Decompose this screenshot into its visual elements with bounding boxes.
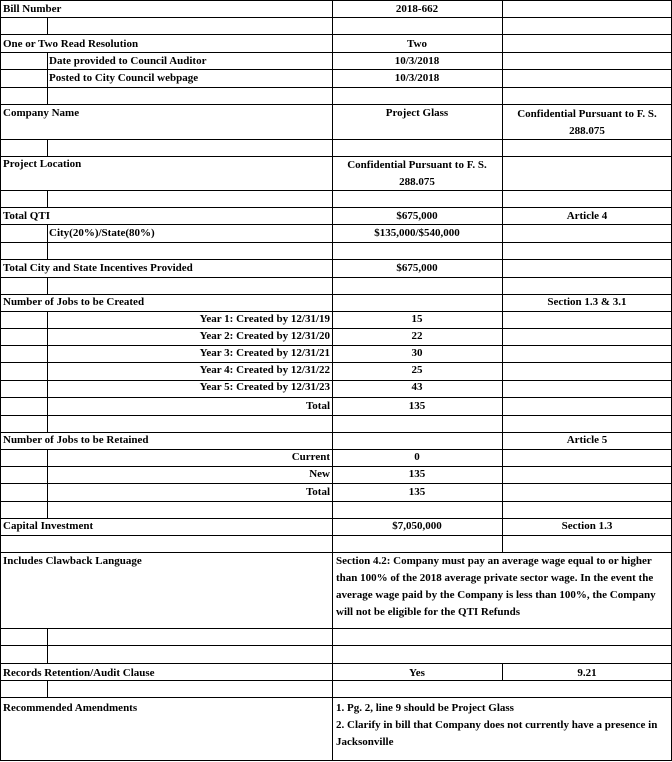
total-qti-value: $675,000 [396, 210, 438, 222]
amendment-item: 2. Clarify in bill that Company does not currently have a presence in Jacksonville [336, 719, 658, 748]
jobs-retained-label: Number of Jobs to be Retained [3, 434, 149, 446]
clawback-text: Section 4.2: Company must pay an average wage equal to or higher than 100% of the 2018 average private sector wage. In the event the average wage paid by the Company is less than 100%, the Company will not be eligible for the QTI Refunds [336, 555, 656, 618]
total-qti-label: Total QTI [3, 210, 50, 222]
bill-number-label: Bill Number [3, 3, 62, 15]
grid-line [0, 87, 672, 88]
webpage-date-label: Posted to City Council webpage [49, 72, 199, 84]
jobs-created-label: Number of Jobs to be Created [3, 296, 145, 308]
jobs-retained-current-value: 0 [414, 451, 420, 463]
company-confidential-note: Confidential Pursuant to F. S. 288.075 [517, 108, 657, 137]
clawback-label: Includes Clawback Language [3, 555, 142, 567]
city-state-split-label: City(20%)/State(80%) [49, 227, 155, 239]
grid-line [0, 415, 672, 416]
capital-investment-reference: Section 1.3 [561, 520, 613, 532]
total-incentives-value: $675,000 [396, 262, 438, 274]
grid-line [332, 552, 333, 761]
jobs-created-row-label: Year 2: Created by 12/31/20 [199, 330, 330, 342]
total-incentives-label: Total City and State Incentives Provided [3, 262, 193, 274]
project-location-value: Confidential Pursuant to F. S. 288.075 [347, 159, 487, 188]
jobs-created-row-label: Year 4: Created by 12/31/22 [199, 364, 330, 376]
grid-line [0, 760, 672, 761]
jobs-created-row-value: 30 [411, 347, 423, 359]
jobs-created-row-label: Year 1: Created by 12/31/19 [199, 313, 330, 325]
jobs-created-total-value: 135 [408, 400, 426, 412]
grid-line [0, 277, 672, 278]
read-resolution-label: One or Two Read Resolution [3, 38, 139, 50]
jobs-retained-total-value: 135 [408, 486, 426, 498]
grid-line [0, 501, 672, 502]
project-location-label: Project Location [3, 158, 82, 170]
jobs-retained-new-value: 135 [408, 468, 426, 480]
jobs-retained-reference: Article 5 [566, 434, 608, 446]
jobs-retained-total-label: Total [305, 486, 330, 498]
jobs-created-total-label: Total [305, 400, 330, 412]
jobs-created-reference: Section 1.3 & 3.1 [547, 296, 627, 308]
council-auditor-date-value: 10/3/2018 [394, 55, 440, 67]
jobs-created-row-value: 15 [411, 313, 423, 325]
amendment-item: 1. Pg. 2, line 9 should be Project Glass [336, 702, 514, 714]
jobs-created-row-value: 25 [411, 364, 423, 376]
city-state-split-value: $135,000/$540,000 [374, 227, 460, 239]
council-auditor-date-label: Date provided to Council Auditor [49, 55, 207, 67]
grid-line [47, 139, 48, 156]
records-retention-reference: 9.21 [577, 667, 597, 679]
grid-line [0, 34, 672, 35]
grid-line [47, 680, 48, 697]
jobs-created-row-value: 43 [411, 381, 423, 393]
grid-line [47, 190, 48, 207]
grid-line [0, 0, 1, 761]
grid-line [0, 17, 672, 18]
read-resolution-value: Two [407, 38, 427, 50]
jobs-created-row-label: Year 3: Created by 12/31/21 [199, 347, 330, 359]
grid-line [502, 0, 503, 552]
grid-line [0, 645, 672, 646]
jobs-created-row-value: 22 [411, 330, 423, 342]
grid-line [47, 17, 48, 34]
jobs-retained-current-label: Current [291, 451, 330, 463]
grid-line [47, 224, 48, 259]
jobs-retained-new-label: New [309, 468, 330, 480]
total-qti-reference: Article 4 [566, 210, 608, 222]
records-retention-value: Yes [409, 667, 425, 679]
grid-line [0, 697, 672, 698]
company-name-label: Company Name [3, 107, 80, 119]
bill-number-value: 2018-662 [395, 3, 439, 15]
grid-line [0, 663, 672, 664]
grid-line [0, 242, 672, 243]
grid-line [47, 277, 48, 294]
grid-line [0, 535, 672, 536]
grid-line [47, 628, 48, 663]
jobs-created-row-label: Year 5: Created by 12/31/23 [199, 381, 330, 393]
amendments-label: Recommended Amendments [3, 702, 138, 714]
grid-line [47, 52, 48, 104]
capital-investment-value: $7,050,000 [392, 520, 442, 532]
capital-investment-label: Capital Investment [3, 520, 94, 532]
records-retention-label: Records Retention/Audit Clause [3, 667, 155, 679]
webpage-date-value: 10/3/2018 [394, 72, 440, 84]
grid-line [0, 628, 672, 629]
company-name-value: Project Glass [385, 107, 449, 119]
